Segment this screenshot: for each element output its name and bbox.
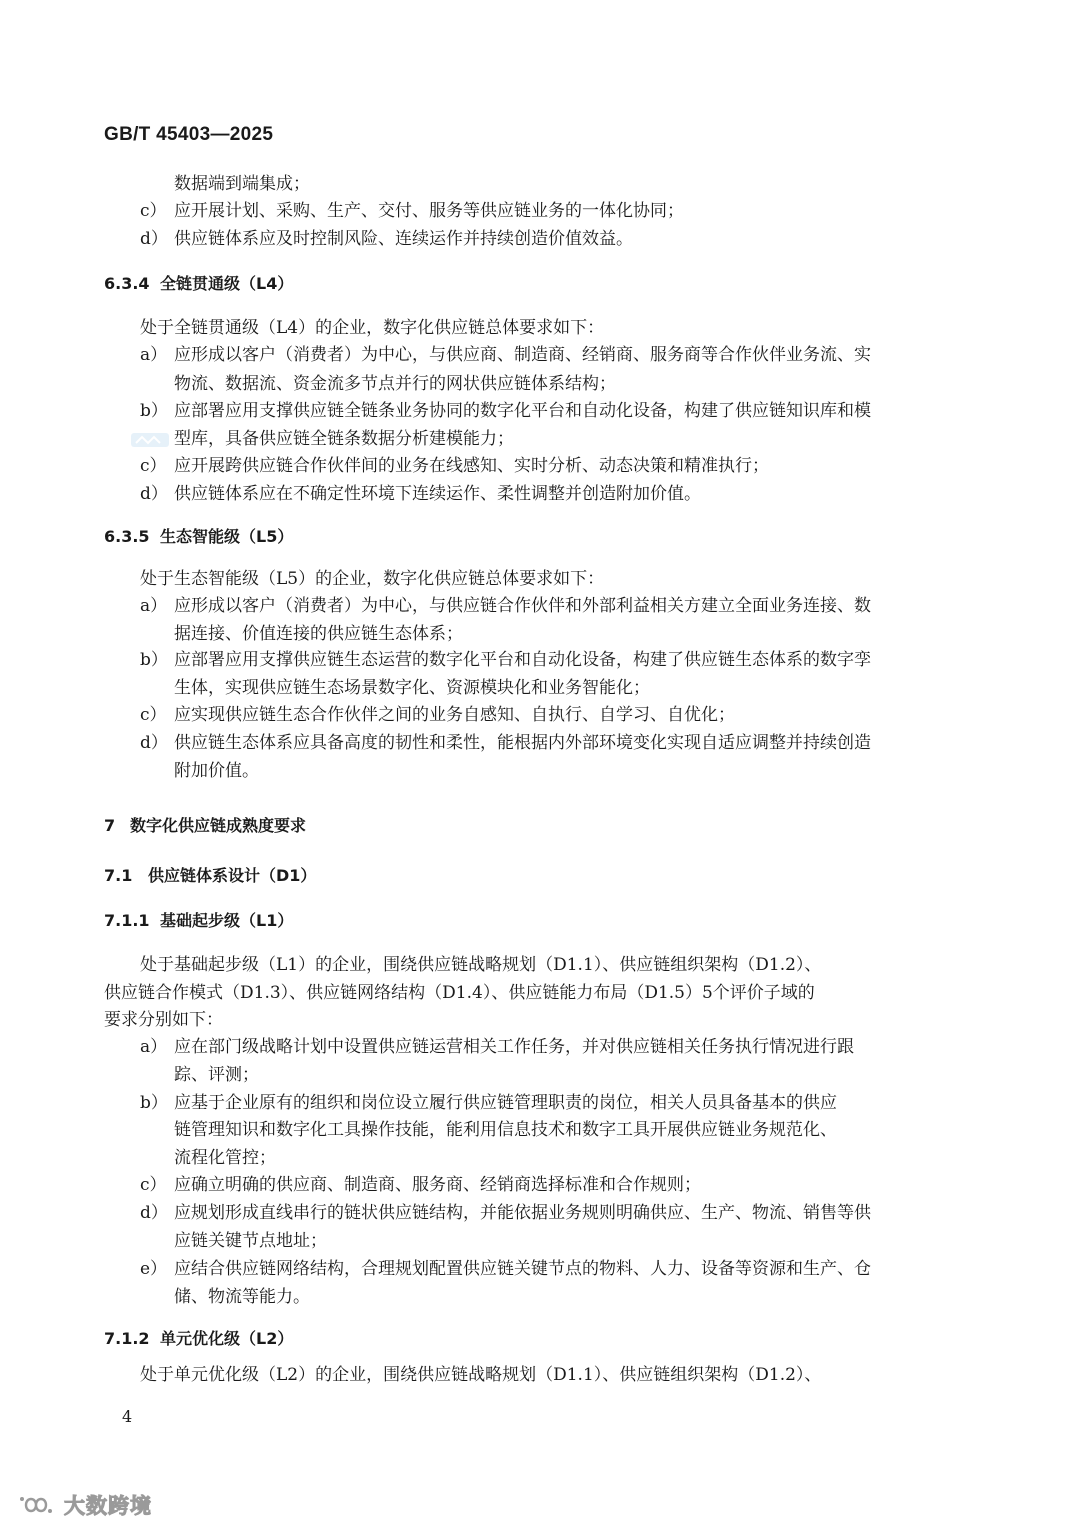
list-marker: d） [140, 229, 168, 249]
text-line: 处于基础起步级（L1）的企业，围绕供应链战略规划（D1.1）、供应链组织架构（D1.2）、 [140, 955, 822, 975]
list-item: c） 应实现供应链生态合作伙伴之间的业务自感知、自执行、自学习、自优化； [140, 705, 735, 725]
section-heading: 7.1.1 基础起步级（L1） [104, 911, 294, 930]
section-heading: 7.1 供应链体系设计（D1） [104, 866, 317, 885]
text-line: 型库，具备供应链全链条数据分析建模能力； [174, 429, 514, 449]
list-marker: a） [140, 596, 168, 616]
text-line: 物流、数据流、资金流多节点并行的网状供应链体系结构； [174, 374, 616, 394]
list-item: d） 供应链体系应在不确定性环境下连续运作、柔性调整并创造附加价值。 [140, 484, 701, 504]
standard-number: GB/T 45403—2025 [104, 124, 274, 145]
list-marker: c） [140, 456, 167, 476]
list-marker: d） [140, 733, 168, 753]
list-item: d） 供应链生态体系应具备高度的韧性和柔性，能根据内外部环境变化实现自适应调整并持续创造 [140, 733, 871, 753]
page-number: 4 [122, 1407, 133, 1426]
text-line: 储、物流等能力。 [174, 1287, 310, 1307]
text-line: 应链关键节点地址； [174, 1231, 327, 1251]
text-line: 附加价值。 [174, 761, 259, 781]
list-item: c） 应确立明确的供应商、制造商、服务商、经销商选择标准和合作规则； [140, 1175, 701, 1195]
text-line: 处于生态智能级（L5）的企业，数字化供应链总体要求如下： [140, 569, 605, 589]
list-item: b） 应部署应用支撑供应链生态运营的数字化平台和自动化设备，构建了供应链生态体系的数字孪 [140, 650, 871, 670]
list-item: c） 应开展计划、采购、生产、交付、服务等供应链业务的一体化协同； [140, 201, 684, 221]
list-item: a） 应在部门级战略计划中设置供应链运营相关工作任务，并对供应链相关任务执行情况进行跟 [140, 1037, 854, 1057]
text-line: 数据端到端集成； [174, 174, 310, 194]
list-marker: a） [140, 345, 168, 365]
list-item: d） 应规划形成直线串行的链状供应链结构，并能依据业务规则明确供应、生产、物流、销售等供 [140, 1203, 871, 1223]
list-item: c） 应开展跨供应链合作伙伴间的业务在线感知、实时分析、动态决策和精准执行； [140, 456, 769, 476]
list-marker: c） [140, 201, 167, 221]
text-line: 流程化管控； [174, 1148, 276, 1168]
watermark-icon [130, 430, 170, 450]
text-line: 踪、评测； [174, 1065, 259, 1085]
infinity-logo-icon [14, 1493, 58, 1517]
list-item: a） 应形成以客户（消费者）为中心，与供应商、制造商、经销商、服务商等合作伙伴业务流、实 [140, 345, 871, 365]
brand-name: 大数跨境 [64, 1494, 152, 1518]
text-line: 链管理知识和数字化工具操作技能，能利用信息技术和数字工具开展供应链业务规范化、 [174, 1120, 837, 1140]
list-marker: d） [140, 1203, 168, 1223]
list-marker: c） [140, 1175, 167, 1195]
list-marker: b） [140, 1093, 168, 1113]
section-heading: 7.1.2 单元优化级（L2） [104, 1329, 294, 1348]
list-marker: a） [140, 1037, 168, 1057]
list-marker: e） [140, 1259, 168, 1279]
text-line: 处于单元优化级（L2）的企业，围绕供应链战略规划（D1.1）、供应链组织架构（D1.2）、 [140, 1365, 822, 1385]
brand-logo [14, 1490, 152, 1520]
section-heading: 6.3.4 全链贯通级（L4） [104, 274, 294, 293]
list-marker: b） [140, 650, 168, 670]
chapter-heading: 7 数字化供应链成熟度要求 [104, 816, 307, 835]
list-item: b） 应部署应用支撑供应链全链条业务协同的数字化平台和自动化设备，构建了供应链知识库和模 [140, 401, 871, 421]
list-marker: c） [140, 705, 167, 725]
text-line: 处于全链贯通级（L4）的企业，数字化供应链总体要求如下： [140, 318, 605, 338]
list-item: d） 供应链体系应及时控制风险、连续运作并持续创造价值效益。 [140, 229, 633, 249]
text-line: 要求分别如下： [104, 1010, 223, 1030]
list-item: e） 应结合供应链网络结构，合理规划配置供应链关键节点的物料、人力、设备等资源和生产、仓 [140, 1259, 871, 1279]
text-line: 供应链合作模式（D1.3）、供应链网络结构（D1.4）、供应链能力布局（D1.5）5个评价子域的 [104, 983, 815, 1003]
text-line: 据连接、价值连接的供应链生态体系； [174, 624, 463, 644]
list-marker: d） [140, 484, 168, 504]
text-line: 生体，实现供应链生态场景数字化、资源模块化和业务智能化； [174, 678, 650, 698]
list-item: b） 应基于企业原有的组织和岗位设立履行供应链管理职责的岗位，相关人员具备基本的供应 [140, 1093, 837, 1113]
section-heading: 6.3.5 生态智能级（L5） [104, 527, 294, 546]
list-item: a） 应形成以客户（消费者）为中心，与供应链合作伙伴和外部利益相关方建立全面业务连接、数 [140, 596, 871, 616]
list-marker: b） [140, 401, 168, 421]
